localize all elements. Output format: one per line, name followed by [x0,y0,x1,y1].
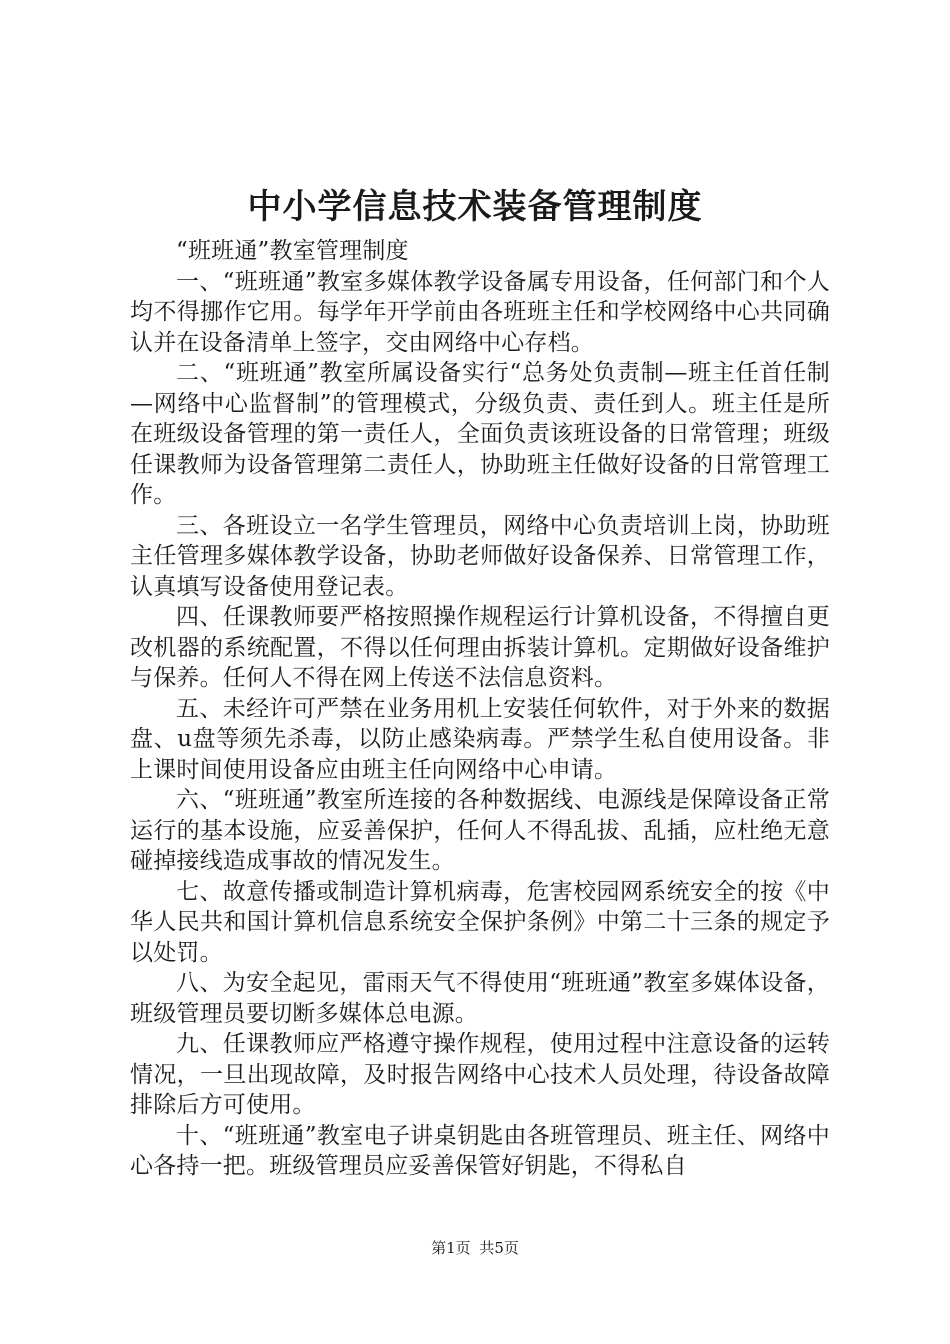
paragraph-3: 三、各班设立一名学生管理员，网络中心负责培训上岗，协助班主任管理多媒体教学设备，协助老师做好设备保养、日常管理工作，认真填写设备使用登记表。 [130,512,830,600]
paragraph-6: 六、“班班通”教室所连接的各种数据线、电源线是保障设备正常运行的基本设施，应妥善保护，任何人不得乱拔、乱插，应杜绝无意碰掉接线造成事故的情况发生。 [130,787,830,874]
paragraph-9: 九、任课教师应严格遵守操作规程，使用过程中注意设备的运转情况，一旦出现故障，及时报告网络中心技术人员处理，待设备故障排除后方可使用。 [130,1031,830,1118]
paragraph-4: 四、任课教师要严格按照操作规程运行计算机设备，不得擅自更改机器的系统配置，不得以任何理由拆装计算机。定期做好设备维护与保养。任何人不得在网上传送不法信息资料。 [130,604,830,691]
paragraph-10: 十、“班班通”教室电子讲桌钥匙由各班管理员、班主任、网络中心各持一把。班级管理员应妥善保管好钥匙，不得私自 [130,1122,830,1179]
document-body [130,236,830,1182]
paragraph-2: 二、“班班通”教室所属设备实行“总务处负责制—班主任首任制—网络中心监督制”的管理模式，分级负责、责任到人。班主任是所在班级设备管理的第一责任人，全面负责该班设备的日常管理；班级任课教师为设备管理第二责任人，协助班主任做好设备的日常管理工作。 [130,360,830,508]
section-subtitle: “班班通”教室管理制度 [176,238,409,264]
document-title: 中小学信息技术装备管理制度 [247,187,703,227]
paragraph-1: 一、“班班通”教室多媒体教学设备属专用设备，任何部门和个人均不得挪作它用。每学年开学前由各班班主任和学校网络中心共同确认并在设备清单上签字，交由网络中心存档。 [130,268,830,356]
paragraph-7: 七、故意传播或制造计算机病毒，危害校园网系统安全的按《中华人民共和国计算机信息系统安全保护条例》中第二十三条的规定予以处罚。 [130,878,830,966]
paragraph-8: 八、为安全起见，雷雨天气不得使用“班班通”教室多媒体设备，班级管理员要切断多媒体总电源。 [130,970,830,1027]
page-footer: 第1页 共5页 [431,1239,519,1257]
paragraph-5: 五、未经许可严禁在业务用机上安装任何软件，对于外来的数据盘、u盘等须先杀毒，以防止感染病毒。严禁学生私自使用设备。非上课时间使用设备应由班主任向网络中心申请。 [130,695,830,783]
